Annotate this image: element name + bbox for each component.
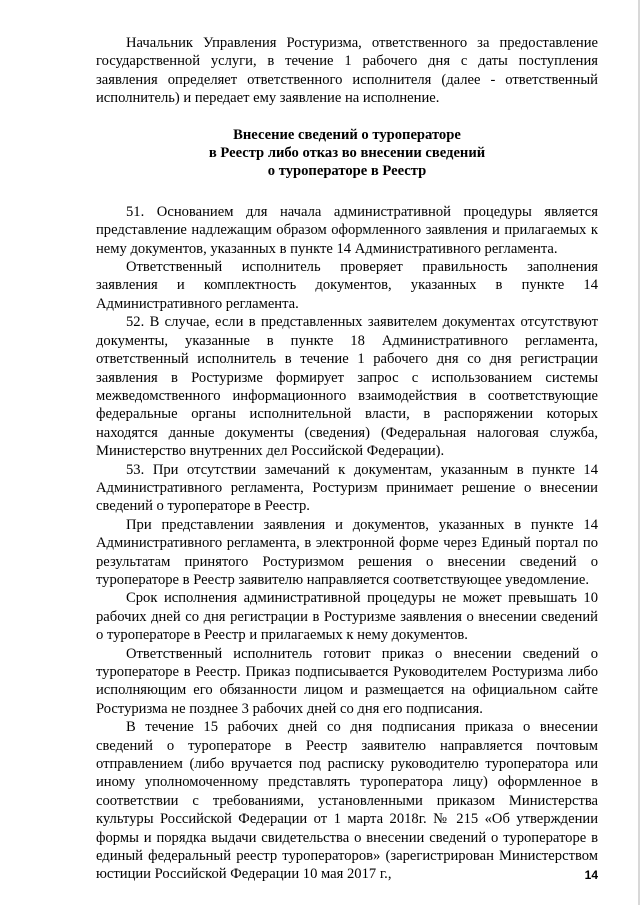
paragraph-order: Ответственный исполнитель готовит приказ о внесении сведений о туроператоре в Реестр. Приказ подписывается Руководителем Ростуризма либо исполняющим его обязанности лицом и размещается на официальном сайте Ростуризма не позднее 3 рабочих дней со дня его подписания. [96,645,598,717]
paragraph-deadline: Срок исполнения административной процедуры не может превышать 10 рабочих дней со дня регистрации в Ростуризме заявления о внесении сведений о туроператоре в Реестр и прилагаемых к нему документов. [96,590,598,644]
paragraph-certificate: В течение 15 рабочих дней со дня подписания приказа о внесении сведений о туроператоре в Реестр заявителю направляется почтовым отправлением (либо вручается под расписку руководителю туроператора или иному уполномоченному представлять туроператора лицу) оформленное в соответствии с требованиями, установленными приказом Министерства культуры Российской Федерации от 1 марта 2018г. № 215 «Об утверждении формы и порядка выдачи свидетельства о внесении сведений о туроператоре в единый федеральный реестр туроператоров» (зарегистрирован Министерством юстиции Российской Федерации 10 мая 2017 г., [96,719,598,883]
paragraph-53: 53. При отсутствии замечаний к документам, указанным в пункте 14 Административного регламента, Ростуризм принимает решение о внесении сведений о туроператоре в Реестр. [96,461,598,515]
section-heading-line-1: Внесение сведений о туроператоре [233,126,461,143]
section-heading-line-2: в Реестр либо отказ во внесении сведений [208,145,486,162]
paragraph-electronic-submission: При представлении заявления и документов, указанных в пункте 14 Административного регламента, в электронной форме через Единый портал по результатам принятого Ростуризмом решения о внесении сведений о туроператоре в Реестр заявителю направляется соответствующее уведомление. [96,516,598,588]
section-heading [96,126,598,181]
section-heading-line-3: о туроператоре в Реестр [267,163,427,180]
paragraph-51: 51. Основанием для начала административной процедуры является представление надлежащим образом оформленного заявления и прилагаемых к нему документов, указанных в пункте 14 Административного регламента. [96,203,598,257]
paragraph-52: 52. В случае, если в представленных заявителем документах отсутствуют документы, указанные в пункте 18 Административного регламента, ответственный исполнитель в течение 1 рабочего дня со дня регистрации заявления в Ростуризме формирует запрос с использованием системы межведомственного информационного взаимодействия в соответствующие федеральные органы исполнительной власти, в распоряжении которых находятся данные документы (сведения) (Федеральная налоговая служба, Министерство внутренних дел Российской Федерации). [96,314,598,460]
document-body [96,34,598,884]
paragraph-check: Ответственный исполнитель проверяет правильность заполнения заявления и комплектность документов, указанных в пункте 14 Административного регламента. [96,259,598,312]
intro-paragraph: Начальник Управления Ростуризма, ответственного за предоставление государственной услуги, в течение 1 рабочего дня с даты поступления заявления определяет ответственного исполнителя (далее - ответственный исполнитель) и передает ему заявление на исполнение. [96,35,598,107]
page-number: 14 [584,868,598,882]
